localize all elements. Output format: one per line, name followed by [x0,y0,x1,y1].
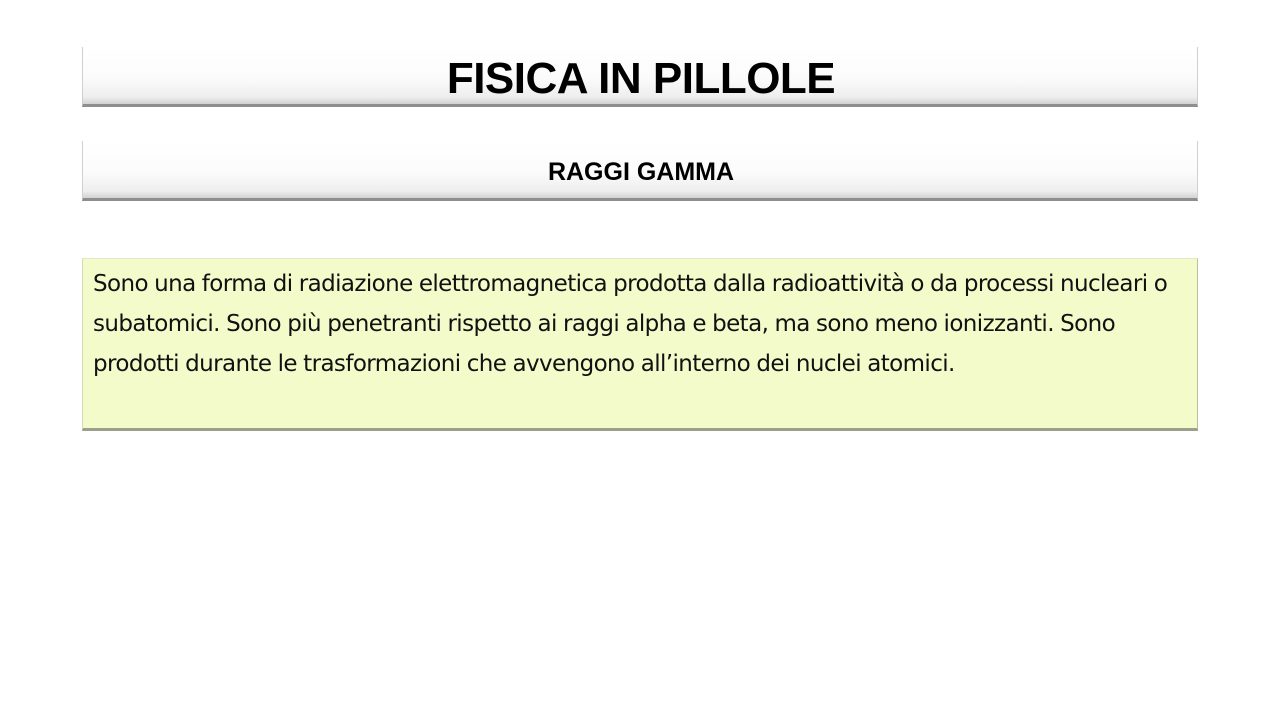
slide-subtitle: RAGGI GAMMA [547,158,735,186]
title-banner [82,47,1198,107]
content-paragraph: Sono una forma di radiazione elettromagnetica prodotta dalla radioattività o da processi nucleari o subatomici. Sono più penetranti rispetto ai raggi alpha e beta, ma sono meno ionizzanti. Sono prodotti durante le trasformazioni che avvengono all’interno dei nuclei atomici. [93,271,1168,377]
content-box [82,258,1198,431]
slide-title: FISICA IN PILLOLE [446,54,836,103]
subtitle-banner [82,141,1198,201]
